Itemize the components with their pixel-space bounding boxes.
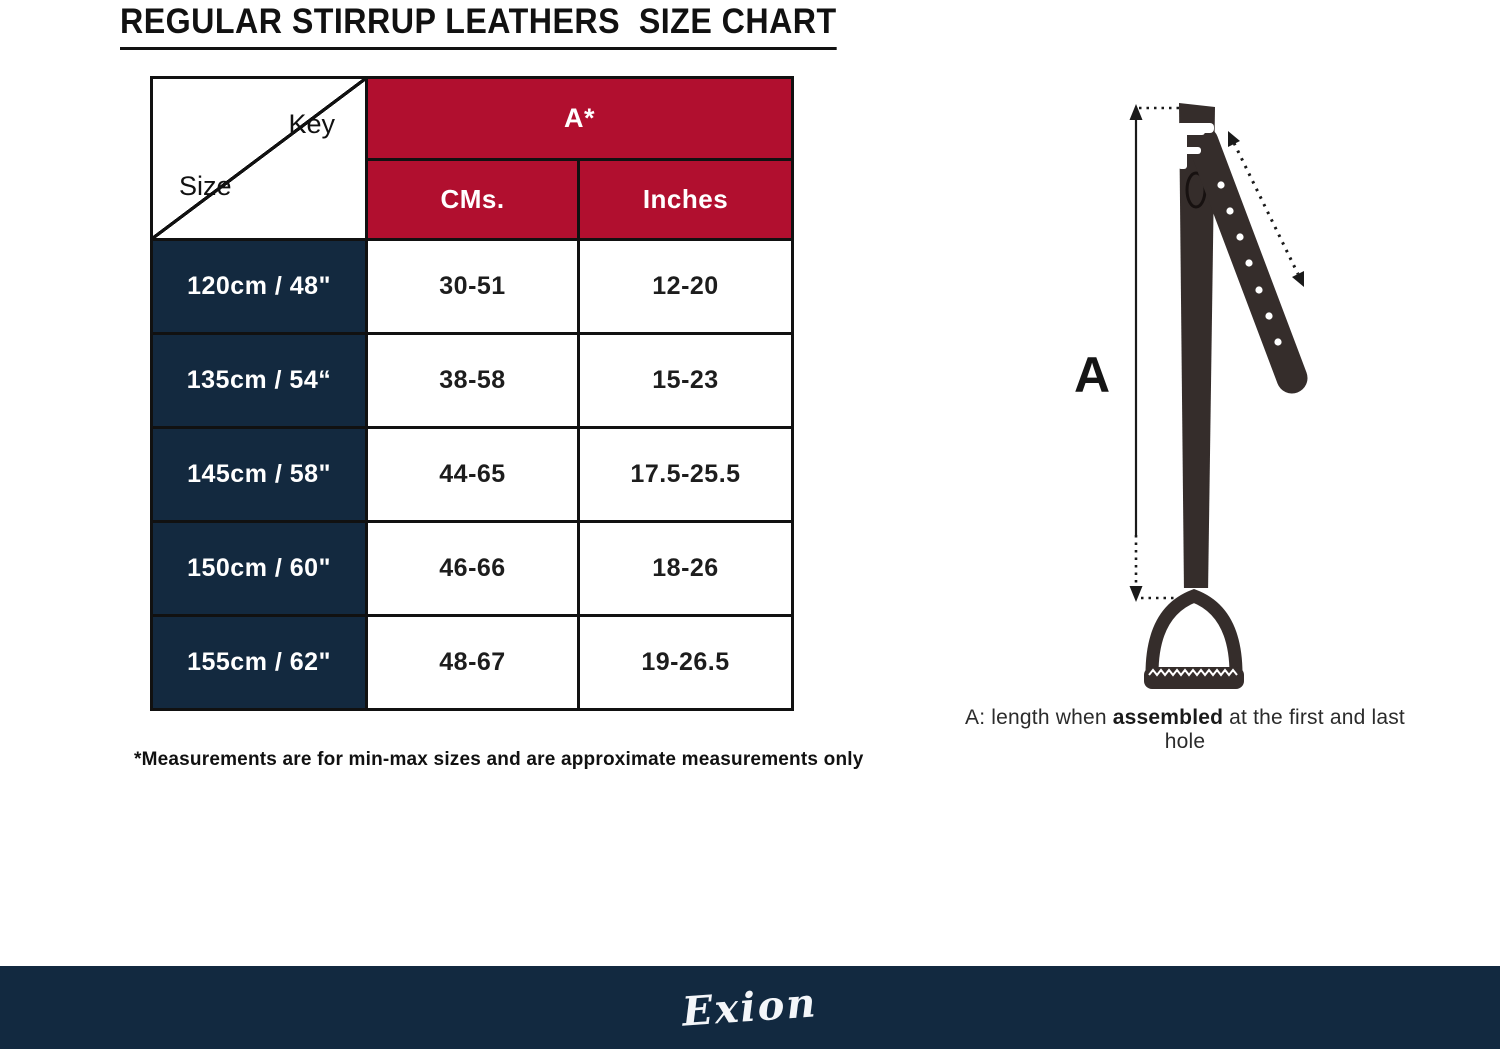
table-corner-cell (153, 79, 365, 238)
page-title: REGULAR STIRRUP LEATHERS SIZE CHART (120, 2, 837, 50)
row-inches-value: 12-20 (580, 241, 791, 332)
row-cms-value: 44-65 (368, 429, 577, 520)
measurements-footnote: *Measurements are for min-max sizes and are approximate measurements only (134, 749, 864, 770)
footer-bar (0, 966, 1500, 1049)
punch-hole-strap (1203, 142, 1292, 378)
row-size-label: 155cm / 62" (153, 617, 365, 708)
brand-logo: Exion (680, 979, 820, 1036)
measurement-line-a (1130, 104, 1181, 602)
corner-key-label: Key (288, 109, 335, 139)
size-chart-table (150, 76, 794, 711)
title-wrap (120, 2, 899, 50)
row-inches-value: 17.5-25.5 (580, 429, 791, 520)
row-size-label: 150cm / 60" (153, 523, 365, 614)
row-size-label: 135cm / 54“ (153, 335, 365, 426)
row-cms-value: 38-58 (368, 335, 577, 426)
row-cms-value: 48-67 (368, 617, 577, 708)
column-header-cms: CMs. (368, 161, 577, 238)
stirrup-iron (1144, 588, 1244, 689)
caption-prefix: A: length when (965, 706, 1113, 729)
corner-size-label: Size (179, 171, 232, 201)
row-cms-value: 30-51 (368, 241, 577, 332)
row-size-label: 120cm / 48" (153, 241, 365, 332)
row-inches-value: 18-26 (580, 523, 791, 614)
column-header-inches: Inches (580, 161, 791, 238)
row-size-label: 145cm / 58" (153, 429, 365, 520)
row-inches-value: 15-23 (580, 335, 791, 426)
diagram-caption (945, 706, 1425, 754)
caption-bold: assembled (1112, 706, 1224, 729)
measure-label-a: A (1073, 347, 1111, 403)
group-header-a: A* (368, 79, 791, 158)
caption-suffix: at the first and last hole (1164, 706, 1405, 753)
row-inches-value: 19-26.5 (580, 617, 791, 708)
row-cms-value: 46-66 (368, 523, 577, 614)
